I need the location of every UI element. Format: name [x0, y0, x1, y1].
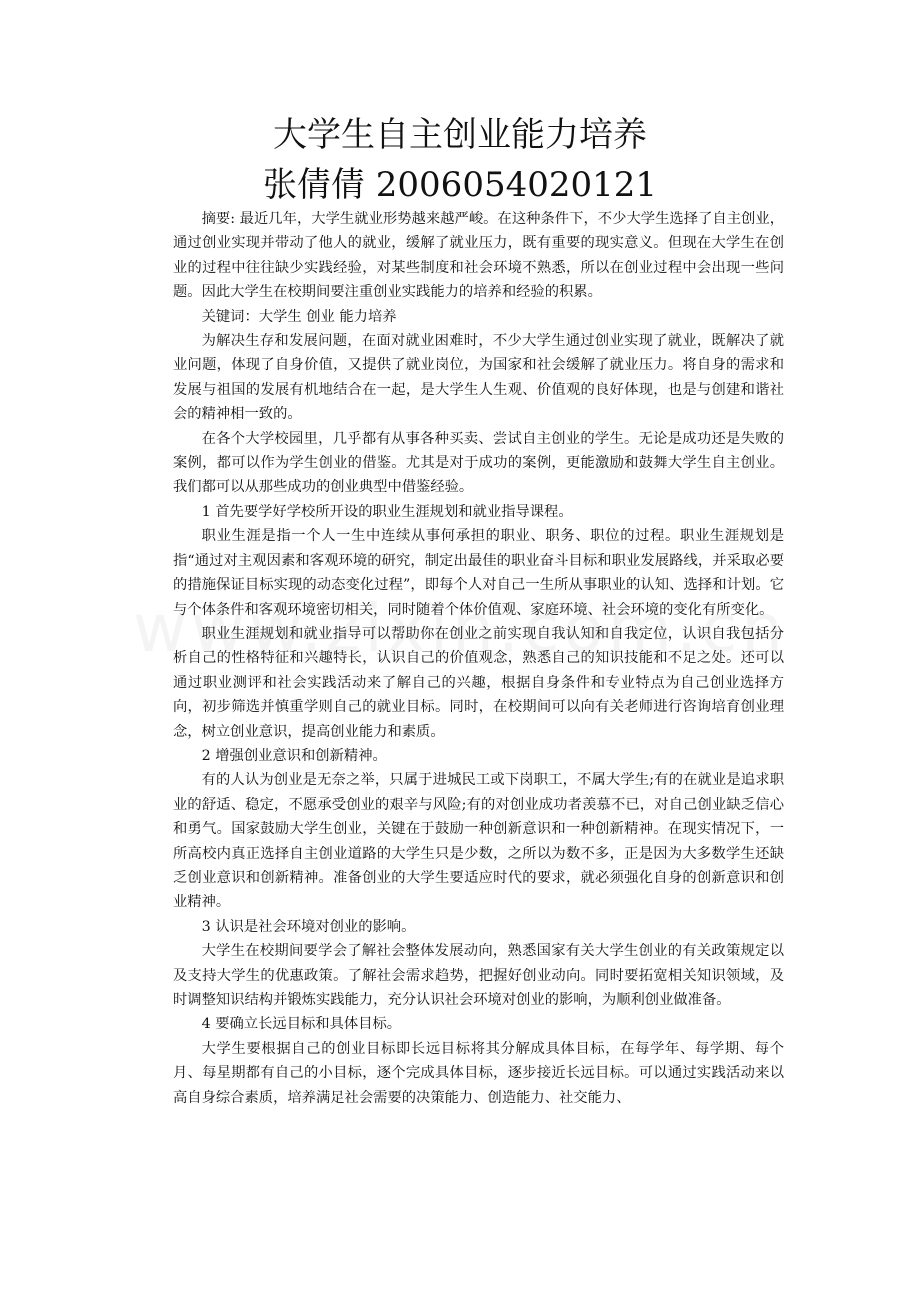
- body-paragraph: 为解决生存和发展问题，在面对就业困难时，不少大学生通过创业实现了就业，既解决了就业问题，体现了自身价值，又提供了就业岗位，为国家和社会缓解了就业压力。将自身的需求和发展与祖国的发展有机地结合在一起，是大学生人生观、价值观的良好体现，也是与创建和谐社会的精神相一致的。: [173, 333, 784, 423]
- keywords-line: 关键词：大学生 创业 能力培养: [201, 308, 397, 325]
- body-paragraph: 有的人认为创业是无奈之举，只属于进城民工或下岗职工，不属大学生;有的在就业是追求职业的舒适、稳定，不愿承受创业的艰辛与风险;有的对创业成功者羡慕不已，对自己创业缺乏信心和勇气。国家鼓励大学生创业，关键在于鼓励一种创新意识和一种创新精神。在现实情况下，一所高校内真正选择自主创业道路的大学生只是少数，之所以为数不多，正是因为大多数学生还缺乏创业意识和创新精神。准备创业的大学生要适应时代的要求，就必须强化自身的创新意识和创业精神。: [173, 772, 784, 911]
- body-paragraph: 职业生涯规划和就业指导可以帮助你在创业之前实现自我认知和自我定位，认识自我包括分析自己的性格特征和兴趣特长，认识自己的价值观念，熟悉自己的知识技能和不足之处。还可以通过职业测评和社会实践活动来了解自己的兴趣，根据自身条件和专业特点为自己创业选择方向，初步筛选并慎重学则自己的就业目标。同时，在校期间可以向有关老师进行咨询培育创业理念，树立创业意识，提高创业能力和素质。: [173, 625, 784, 740]
- section-heading: 1 首先要学好学校所开设的职业生涯规划和就业指导课程。: [201, 503, 573, 520]
- section-heading: 2 增强创业意识和创新精神。: [201, 747, 387, 764]
- section-heading: 4 要确立长远目标和具体目标。: [201, 1016, 402, 1033]
- document-title: 大学生自主创业能力培养: [273, 115, 647, 155]
- body-paragraph: 职业生涯是指一个人一生中连续从事何承担的职业、职务、职位的过程。职业生涯规划是指“通过对主观因素和客观环境的研究，制定出最佳的职业奋斗目标和职业发展路线，并采取必要的措施保证目标实现的动态变化过程”，即每个人对自己一生所从事职业的认知、选择和计划。它与个体条件和客观环境密切相关，同时随着个体价值观、家庭环境、社会环境的变化有所变化。: [173, 528, 784, 618]
- body-paragraph: 在各个大学校园里，几乎都有从事各种买卖、尝试自主创业的学生。无论是成功还是失败的案例，都可以作为学生创业的借鉴。尤其是对于成功的案例，更能激励和鼓舞大学生自主创业。我们都可以从那些成功的创业典型中借鉴经验。: [173, 430, 784, 496]
- section-heading: 3 认识是社会环境对创业的影响。: [201, 918, 416, 935]
- body-paragraph: 大学生在校期间要学会了解社会整体发展动向，熟悉国家有关大学生创业的有关政策规定以及支持大学生的优惠政策。了解社会需求趋势，把握好创业动向。同时要拓宽相关知识领域，及时调整知识结构并锻炼实践能力，充分认识社会环境对创业的影响，为顺利创业做准备。: [173, 943, 784, 1008]
- abstract-paragraph: 摘要: 最近几年，大学生就业形势越来越严峻。在这种条件下，不少大学生选择了自主创业，通过创业实现并带动了他人的就业，缓解了就业压力，既有重要的现实意义。但现在大学生在创业的过程中往往缺少实践经验，对某些制度和社会环境不熟悉，所以在创业过程中会出现一些问题。因此大学生在校期间要注重创业实践能力的培养和经验的积累。: [173, 211, 784, 301]
- author-line: 张倩倩 2006054020121: [262, 165, 658, 205]
- document-body: [173, 207, 784, 1110]
- body-paragraph: 大学生要根据自己的创业目标即长远目标将其分解成具体目标，在每学年、每学期、每个月、每星期都有自己的小目标，逐个完成具体目标，逐步接近长远目标。可以通过实践活动来以高自身综合素质，培养满足社会需要的决策能力、创造能力、社交能力、: [173, 1040, 784, 1106]
